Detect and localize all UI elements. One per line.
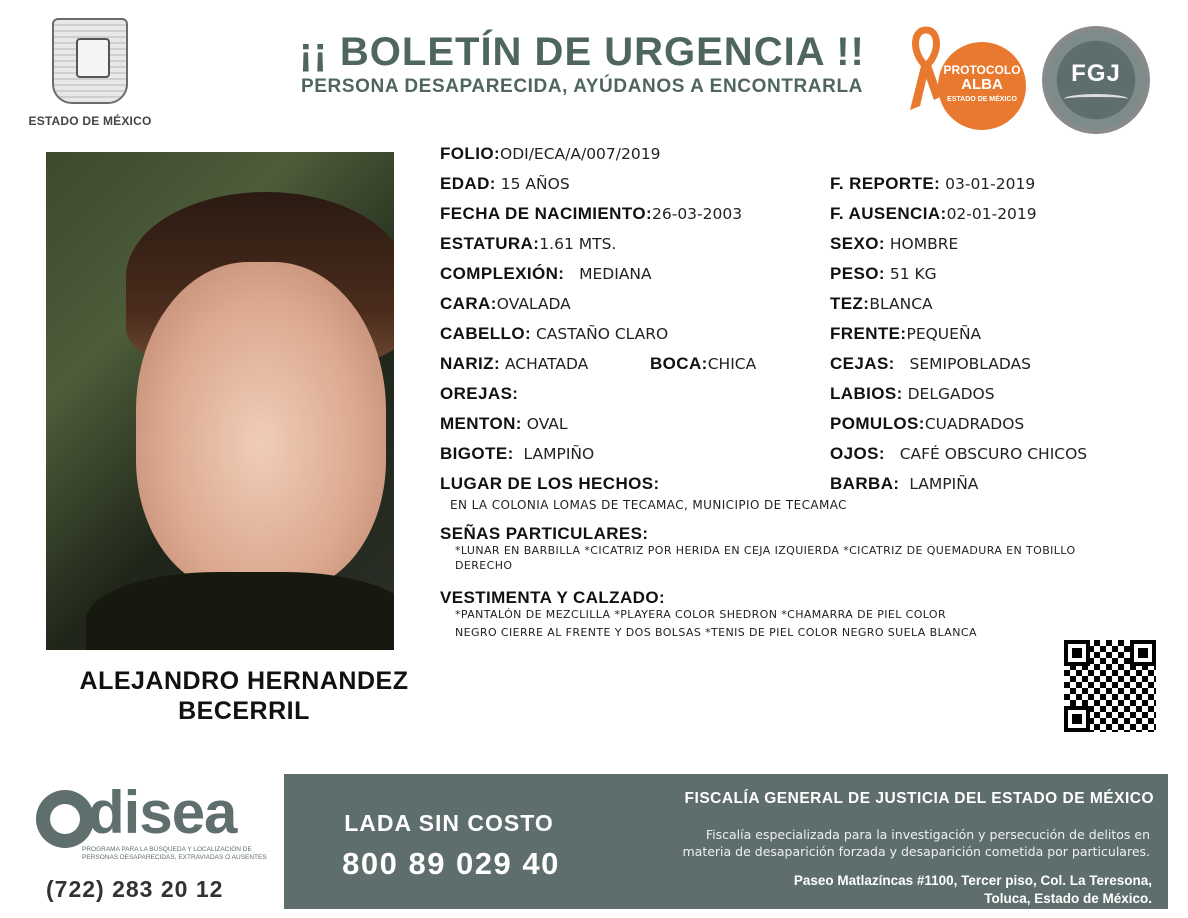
vestimenta-line2: NEGRO CIERRE AL FRENTE Y DOS BOLSAS *TENIS DE PIEL COLOR NEGRO SUELA BLANCA bbox=[455, 626, 977, 639]
senas-line2: DERECHO bbox=[455, 559, 513, 572]
agency-name: FISCALÍA GENERAL DE JUSTICIA DEL ESTADO DE MÉXICO bbox=[684, 790, 1154, 807]
field-nacimiento: FECHA DE NACIMIENTO:26-03-2003 bbox=[440, 204, 743, 223]
field-frente: FRENTE:PEQUEÑA bbox=[830, 324, 982, 343]
field-orejas: OREJAS: bbox=[440, 384, 519, 403]
map-pin-icon bbox=[36, 790, 94, 848]
person-name bbox=[46, 666, 442, 726]
fgj-label: FGJ bbox=[1071, 60, 1121, 87]
agency-address bbox=[604, 872, 1152, 908]
qr-code-icon[interactable] bbox=[1064, 640, 1156, 732]
odisea-phone: (722) 283 20 12 bbox=[46, 876, 224, 902]
field-sexo: SEXO: HOMBRE bbox=[830, 234, 959, 253]
field-edad: EDAD: 15 AÑOS bbox=[440, 174, 570, 193]
odisea-description: PROGRAMA PARA LA BÚSQUEDA Y LOCALIZACIÓN DE PERSONAS DESAPARECIDAS, EXTRAVIADAS O AUSENTES bbox=[82, 846, 267, 861]
odisea-word: disea bbox=[88, 779, 237, 846]
vestimenta-heading: VESTIMENTA Y CALZADO: bbox=[440, 588, 666, 607]
odisea-logo bbox=[36, 779, 276, 876]
field-cejas: CEJAS: SEMIPOBLADAS bbox=[830, 354, 1031, 373]
lada-number: 800 89 029 40 bbox=[342, 846, 560, 881]
agency-address-line1: Paseo Matlazíncas #1100, Tercer piso, Col. La Teresona, bbox=[793, 873, 1152, 888]
bulletin-subtitle: PERSONA DESAPARECIDA, AYÚDANOS A ENCONTRARLA bbox=[301, 76, 863, 97]
field-bigote: BIGOTE: LAMPIÑO bbox=[440, 444, 595, 463]
alba-badge bbox=[938, 42, 1026, 130]
field-f-ausencia: F. AUSENCIA:02-01-2019 bbox=[830, 204, 1037, 223]
field-estatura: ESTATURA:1.61 MTS. bbox=[440, 234, 617, 253]
alba-line3: ESTADO DE MÉXICO bbox=[947, 96, 1017, 103]
bulletin-title: ¡¡ BOLETÍN DE URGENCIA !! bbox=[299, 30, 865, 74]
person-name-line2: BECERRIL bbox=[178, 697, 310, 725]
state-logo bbox=[28, 18, 152, 128]
senas-heading: SEÑAS PARTICULARES: bbox=[440, 524, 649, 543]
senas-line1: *LUNAR EN BARBILLA *CICATRIZ POR HERIDA EN CEJA IZQUIERDA *CICATRIZ DE QUEMADURA EN TOBILLO bbox=[455, 544, 1076, 557]
field-cabello: CABELLO: CASTAÑO CLARO bbox=[440, 324, 669, 343]
state-label: ESTADO DE MÉXICO bbox=[28, 114, 152, 128]
missing-person-photo bbox=[46, 152, 394, 650]
field-tez: TEZ:BLANCA bbox=[830, 294, 933, 313]
protocolo-alba-logo bbox=[900, 22, 1030, 132]
field-lugar-label: LUGAR DE LOS HECHOS: bbox=[440, 474, 660, 493]
field-f-reporte: F. REPORTE: 03-01-2019 bbox=[830, 174, 1036, 193]
field-boca: BOCA:CHICA bbox=[650, 354, 757, 373]
alba-line1: PROTOCOLO bbox=[943, 63, 1021, 77]
lada-label: LADA SIN COSTO bbox=[344, 810, 554, 836]
field-complexion: COMPLEXIÓN: MEDIANA bbox=[440, 264, 652, 283]
field-pomulos: POMULOS:CUADRADOS bbox=[830, 414, 1025, 433]
field-nariz: NARIZ: ACHATADA bbox=[440, 354, 589, 373]
agency-description-line1: Fiscalía especializada para la investigación y persecución de delitos en bbox=[705, 827, 1150, 842]
field-menton: MENTON: OVAL bbox=[440, 414, 568, 433]
field-barba: BARBA: LAMPIÑA bbox=[830, 474, 979, 493]
field-lugar-value: EN LA COLONIA LOMAS DE TECAMAC, MUNICIPIO DE TECAMAC bbox=[450, 498, 847, 512]
agency-description bbox=[604, 826, 1150, 860]
agency-address-line2: Toluca, Estado de México. bbox=[984, 891, 1152, 906]
person-name-line1: ALEJANDRO HERNANDEZ bbox=[79, 667, 409, 695]
agency-description-line2: materia de desaparición forzada y desaparición cometida por particulares. bbox=[682, 844, 1150, 859]
field-ojos: OJOS: CAFÉ OBSCURO CHICOS bbox=[830, 444, 1088, 463]
field-cara: CARA:OVALADA bbox=[440, 294, 571, 313]
state-seal-icon bbox=[52, 18, 128, 104]
field-labios: LABIOS: DELGADOS bbox=[830, 384, 995, 403]
field-peso: PESO: 51 KG bbox=[830, 264, 937, 283]
alba-line2: ALBA bbox=[961, 76, 1003, 93]
vestimenta-line1: *PANTALÓN DE MEZCLILLA *PLAYERA COLOR SHEDRON *CHAMARRA DE PIEL COLOR bbox=[455, 608, 947, 621]
wing-icon bbox=[1064, 94, 1128, 104]
field-folio: FOLIO:ODI/ECA/A/007/2019 bbox=[440, 144, 661, 163]
fgj-seal-logo bbox=[1042, 26, 1150, 134]
